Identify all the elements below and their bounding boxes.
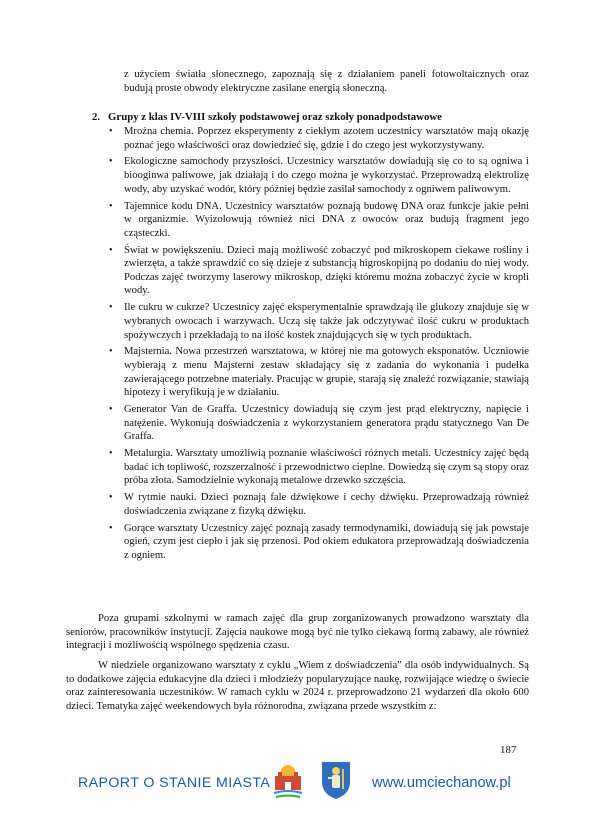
list-item-text: Gorące warsztaty Uczestnicy zajęć poznają zasady termodynamiki, dowiadują się jak powstaje ogień, czym jest ciepło i jak się przenosi. Pod okiem edukatora przeprowadzają doświadczenia z ogniem. — [124, 522, 529, 561]
list-item-text: W rytmie nauki. Dzieci poznają fale dźwiękowe i cechy dźwięku. Przeprowadzają również doświadczenia związane z fizyką dźwięku. — [124, 492, 529, 517]
section-number: 2. — [92, 111, 101, 123]
workshop-list — [108, 125, 529, 566]
list-item — [108, 244, 529, 298]
list-item — [108, 403, 529, 444]
list-item — [108, 522, 529, 563]
list-item — [108, 125, 529, 152]
bullet-icon: • — [109, 346, 113, 358]
bullet-icon: • — [109, 156, 113, 168]
list-item-text: Majsternia. Nowa przestrzeń warsztatowa, w której nie ma gotowych eksponatów. Uczniowie wybierają z menu Majsterni zestaw składający się z zadania do wykonania i pudełka zawierającego potrzebne materiały. Pracując w grupie, starają się znaleźć rozwiązanie, stawiają hipotezy i weryfikują je w działaniu. — [124, 346, 529, 399]
bullet-icon: • — [109, 404, 113, 416]
bullet-icon: • — [109, 302, 113, 314]
bullet-icon: • — [109, 492, 113, 504]
list-item — [108, 491, 529, 518]
intro-continuation: z użyciem światła słonecznego, zapoznają się z działaniem paneli fotowoltaicznych oraz budują proste obwody elektryczne zasilane energią słoneczną. — [124, 69, 529, 94]
page-number: 187 — [500, 744, 517, 756]
footer-website: www.umciechanow.pl — [372, 775, 511, 791]
bullet-icon: • — [109, 126, 113, 137]
section-title: Grupy z klas IV-VIII szkoły podstawowej oraz szkoły ponadpodstawowe — [108, 111, 442, 123]
list-item — [108, 447, 529, 488]
list-item-text: Ile cukru w cukrze? Uczestnicy zajęć eksperymentalnie sprawdzają ile glukozy znajduje się w wybranych owocach i warzywach. Uczą się także jak odczytywać ilość cukru w produktach spożywczych i przekładają to na ilość kostek znajdujących się w tych produktach. — [124, 302, 529, 341]
bullet-icon: • — [109, 244, 113, 256]
paragraph-text: W niedziele organizowano warsztaty z cyklu „Wiem z doświadczenia” dla osób indywidualnych. Są to dodatkowe zajęcia edukacyjne dla dzieci i młodzieży popularyzujące naukę, rozwijające wiedzę o świecie oraz zainteresowania uczestników. W ramach cyklu w 2024 r. przeprowadzono 21 wydarzeń dla około 600 dzieci. Tematyka zajęć weekendowych była różnorodna, związana przede wszystkim z: — [66, 660, 529, 712]
coat-of-arms-icon — [320, 760, 352, 800]
list-item-text: Generator Van de Graffa. Uczestnicy dowiadują się czym jest prąd elektryczny, napięcie i natężenie. Wykonują doświadczenia z wykorzystaniem generatora prądu statycznego Van De Graffa. — [124, 404, 529, 443]
list-item — [108, 155, 529, 196]
section-heading — [92, 110, 442, 124]
bullet-icon: • — [109, 522, 113, 534]
paragraph-text: Poza grupami szkolnymi w ramach zajęć dla grup zorganizowanych prowadzono warsztaty dla seniorów, pracowników instytucji. Zajęcia naukowe mogą być nie tylko ciekawą formą zabawy, ale również integracji i możliwością wspólnego spędzenia czasu. — [66, 613, 529, 652]
bullet-icon: • — [109, 448, 113, 460]
body-paragraph — [66, 659, 529, 713]
list-item-text: Świat w powiększeniu. Dzieci mają możliwość zobaczyć pod mikroskopem ciekawe rośliny i zwierzęta, a także sprawdzić co się dzieje z substancją higroskopijną po dodaniu do niej wody. Podczas zajęć tworzymy laserowy mikroskop, dzięki któremu można zobaczyć życie w kropli wody. — [124, 244, 529, 297]
body-paragraph — [66, 612, 529, 653]
list-item-text: Metalurgia. Warsztaty umożliwią poznanie właściwości różnych metali. Uczestnicy zajęć będą badać ich topliwość, rozszerzalność i przewodnictwo cieplne. Dowiedzą się czym są stopy oraz próba złota. Samodzielnie wykonają metalowe drzewko szczęścia. — [124, 448, 529, 487]
list-item-text: Mroźna chemia. Poprzez eksperymenty z ciekłym azotem uczestnicy warsztatów mają okazję poznać jego właściwości oraz dowiedzieć się, gdzie i do czego jest wykorzystywany. — [124, 126, 529, 151]
list-item-text: Ekologiczne samochody przyszłości. Uczestnicy warsztatów dowiadują się co to są ogniwa i biooginwa paliwowe, jak działają i do czego można je wykorzystać. Przeprowadzą elektrolizę wody, aby uzyskać wodór, który później będzie zasilał samochody z ogniwem paliwowym. — [124, 156, 529, 195]
city-logo-icon — [270, 760, 306, 800]
list-item — [108, 345, 529, 399]
footer-report-title: RAPORT O STANIE MIASTA — [78, 775, 271, 791]
list-item — [108, 200, 529, 241]
list-item — [108, 301, 529, 342]
bullet-icon: • — [109, 200, 113, 212]
list-item-text: Tajemnice kodu DNA. Uczestnicy warsztatów poznają budowę DNA oraz funkcje jakie pełni w organizmie. Wyizolowują również nici DNA z owoców oraz budują fragment jego cząsteczki. — [124, 200, 529, 239]
